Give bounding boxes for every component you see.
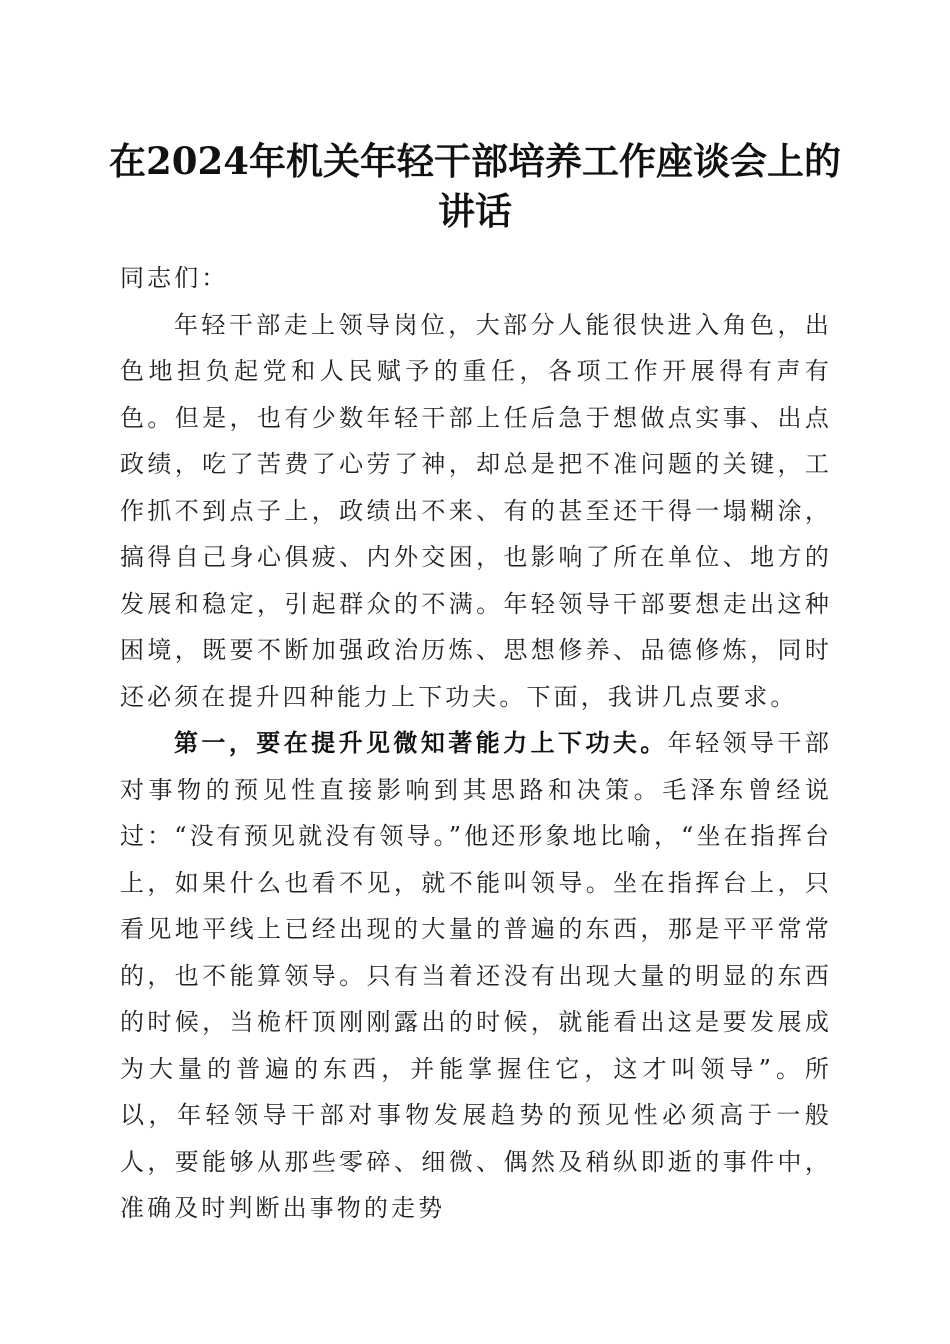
document-body <box>120 255 832 1232</box>
document-title <box>100 136 850 236</box>
paragraph-2 <box>120 720 832 1232</box>
paragraph-2-body: 年轻领导干部对事物的预见性直接影响到其思路和决策。毛泽东曾经说过：“没有预见就没有领导。”他还形象地比喻，“坐在指挥台上，如果什么也看不见，就不能叫领导。坐在指挥台上，只看见地平线上已经出现的大量的普遍的东西，那是平平常常的，也不能算领导。只有当着还没有出现大量的明显的东西的时候，当桅杆顶刚刚露出的时候，就能看出这是要发展成为大量的普遍的东西，并能掌握住它，这才叫领导”。所以，年轻领导干部对事物发展趋势的预见性必须高于一般人，要能够从那些零碎、细微、偶然及稍纵即逝的事件中，准确及时判断出事物的走势 <box>120 729 832 1222</box>
paragraph-1: 年轻干部走上领导岗位，大部分人能很快进入角色，出色地担负起党和人民赋予的重任，各项工作开展得有声有色。但是，也有少数年轻干部上任后急于想做点实事、出点政绩，吃了苦费了心劳了神，却总是把不准问题的关键，工作抓不到点子上，政绩出不来、有的甚至还干得一塌糊涂，搞得自己身心俱疲、内外交困，也影响了所在单位、地方的发展和稳定，引起群众的不满。年轻领导干部要想走出这种困境，既要不断加强政治历炼、思想修养、品德修炼，同时还必须在提升四种能力上下功夫。下面，我讲几点要求。 <box>120 310 832 711</box>
paragraph-2-lead: 第一，要在提升见微知著能力上下功夫。 <box>174 728 668 757</box>
title-line-1: 在2024年机关年轻干部培养工作座谈会上的 <box>109 139 841 183</box>
salutation: 同志们： <box>120 264 229 292</box>
title-line-2: 讲话 <box>438 189 512 233</box>
